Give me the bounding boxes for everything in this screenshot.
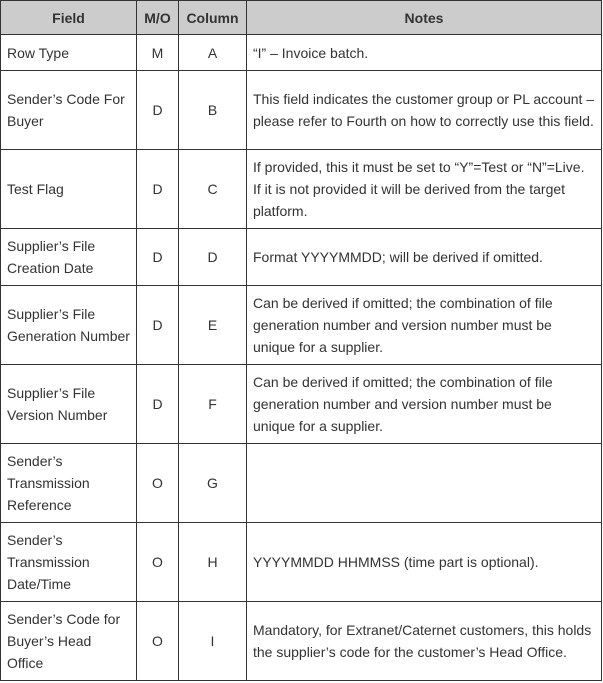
cell-notes: Can be derived if omitted; the combination of file generation number and version number must be unique for a supplier. [247, 286, 602, 365]
cell-mo: D [137, 229, 179, 286]
cell-notes: If provided, this it must be set to “Y”=Test or “N”=Live. If it is not provided it will be derived from the target platform. [247, 150, 602, 229]
cell-mo: D [137, 150, 179, 229]
cell-column: F [179, 365, 247, 444]
cell-notes: This field indicates the customer group or PL account – please refer to Fourth on how to correctly use this field. [247, 71, 602, 150]
cell-mo: M [137, 35, 179, 71]
cell-column: E [179, 286, 247, 365]
cell-field: Supplier’s File Version Number [1, 365, 137, 444]
table-row [1, 71, 602, 150]
cell-mo: O [137, 602, 179, 681]
cell-mo: D [137, 71, 179, 150]
header-column: Column [179, 1, 247, 35]
table-row [1, 150, 602, 229]
cell-field: Supplier’s File Generation Number [1, 286, 137, 365]
cell-column: A [179, 35, 247, 71]
header-notes: Notes [247, 1, 602, 35]
table-row [1, 286, 602, 365]
cell-mo: D [137, 365, 179, 444]
cell-column: C [179, 150, 247, 229]
cell-field: Test Flag [1, 150, 137, 229]
table-row [1, 365, 602, 444]
cell-notes: Format YYYYMMDD; will be derived if omitted. [247, 229, 602, 286]
cell-field: Supplier’s File Creation Date [1, 229, 137, 286]
table-header-row [1, 1, 602, 35]
cell-column: D [179, 229, 247, 286]
cell-column: G [179, 444, 247, 523]
cell-column: H [179, 523, 247, 602]
table-row [1, 444, 602, 523]
table-row [1, 35, 602, 71]
cell-notes: Mandatory, for Extranet/Caternet customers, this holds the supplier’s code for the customer’s Head Office. [247, 602, 602, 681]
cell-notes: YYYYMMDD HHMMSS (time part is optional). [247, 523, 602, 602]
cell-mo: D [137, 286, 179, 365]
cell-notes [247, 444, 602, 523]
cell-field: Sender’s Transmission Date/Time [1, 523, 137, 602]
cell-mo: O [137, 523, 179, 602]
table-row [1, 229, 602, 286]
cell-field: Sender’s Code For Buyer [1, 71, 137, 150]
header-mo: M/O [137, 1, 179, 35]
cell-notes: Can be derived if omitted; the combination of file generation number and version number must be unique for a supplier. [247, 365, 602, 444]
cell-field: Sender’s Code for Buyer’s Head Office [1, 602, 137, 681]
cell-notes: “I” – Invoice batch. [247, 35, 602, 71]
cell-mo: O [137, 444, 179, 523]
cell-column: B [179, 71, 247, 150]
table-row [1, 523, 602, 602]
table-row [1, 602, 602, 681]
cell-field: Sender’s Transmission Reference [1, 444, 137, 523]
cell-field: Row Type [1, 35, 137, 71]
header-field: Field [1, 1, 137, 35]
cell-column: I [179, 602, 247, 681]
